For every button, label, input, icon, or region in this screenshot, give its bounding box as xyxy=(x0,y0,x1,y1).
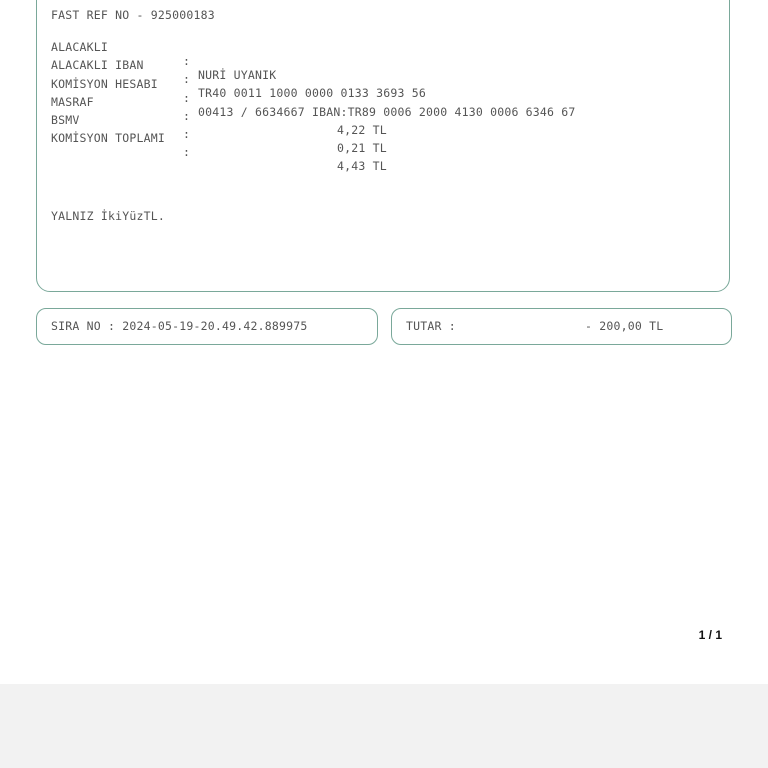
field-value: NURİ UYANIK xyxy=(198,68,277,82)
sira-no-box xyxy=(36,308,378,345)
tutar-value: - 200,00 TL xyxy=(585,319,664,333)
field-label: ALACAKLI xyxy=(51,40,108,54)
fast-ref-line: FAST REF NO - 925000183 xyxy=(51,8,215,22)
sira-no-text: SIRA NO : 2024-05-19-20.49.42.889975 xyxy=(51,319,308,333)
field-label: ALACAKLI IBAN xyxy=(51,58,144,72)
amount-label: BSMV xyxy=(51,113,80,127)
amount-value: 0,21 TL xyxy=(337,141,387,155)
field-label: KOMİSYON HESABI xyxy=(51,77,158,91)
amount-value: 4,22 TL xyxy=(337,123,387,137)
amount-label: MASRAF xyxy=(51,95,94,109)
amount-in-words: YALNIZ İkiYüzTL. xyxy=(51,209,165,223)
field-separator: : xyxy=(183,72,191,86)
field-separator: : xyxy=(183,91,191,105)
field-value: 00413 / 6634667 IBAN:TR89 0006 2000 4130 0006 6346 67 xyxy=(198,105,576,119)
amount-separator: : xyxy=(183,145,191,159)
amount-label: KOMİSYON TOPLAMI xyxy=(51,131,165,145)
field-value: TR40 0011 1000 0000 0133 3693 56 xyxy=(198,86,426,100)
viewer-background xyxy=(0,684,768,768)
field-separator: : xyxy=(183,54,191,68)
amount-separator: : xyxy=(183,127,191,141)
amount-separator: : xyxy=(183,109,191,123)
tutar-box xyxy=(391,308,732,345)
tutar-label: TUTAR : xyxy=(406,319,456,333)
page-number: 1 / 1 xyxy=(698,628,722,642)
amount-value: 4,43 TL xyxy=(337,159,387,173)
